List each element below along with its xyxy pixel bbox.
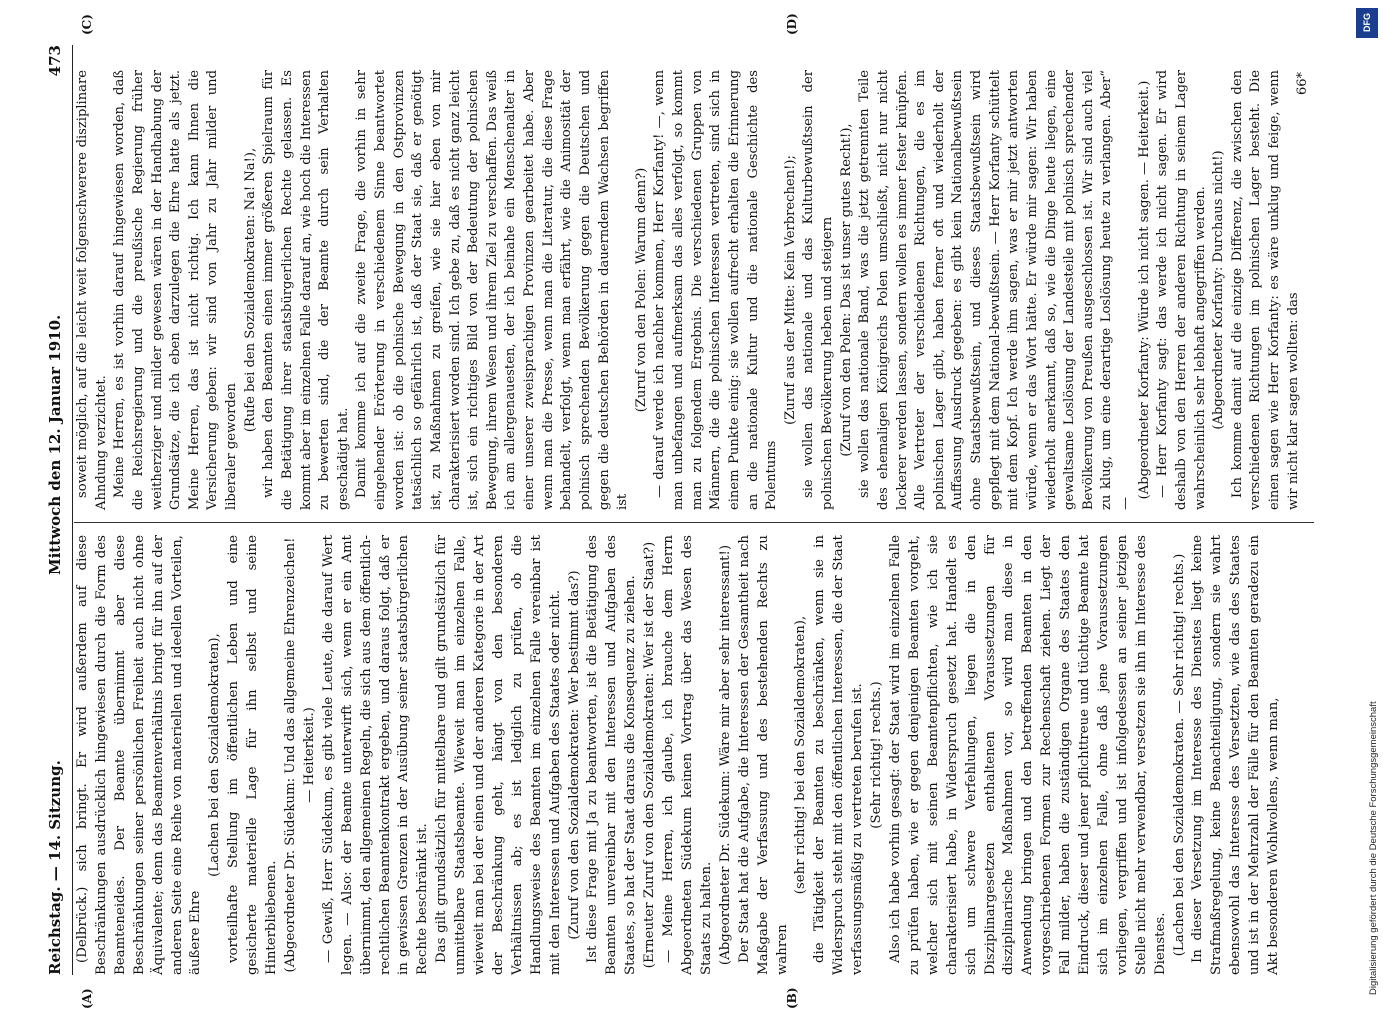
- paragraph: Ich komme damit auf die einzige Differenz, die zwischen den verschiedenen Richtungen im polnischen Lager besteht. Die einen sagen wie Herr Korfanty: es wäre unklug und feige, wenn wir nicht klar sagen wollten: das: [1229, 70, 1304, 510]
- paragraph: — Herr Korfanty sagt: das werde ich nicht sagen. Er wird deshalb von den Herren der anderen Richtung in seinem Lager wahrscheinlich sehr lebhaft angegriffen werden.: [1154, 70, 1210, 510]
- paragraph: (Abgeordneter Korfanty: Durchaus nicht!): [1210, 70, 1229, 510]
- marker-b: (B): [785, 988, 799, 1009]
- paragraph: In dieser Versetzung im Interesse des Dienstes liegt keine Strafmaßregelung, keine Benachteiligung, sondern sie wahrt ebensowohl das Interesse des Versetzten, wie das des Staates und ist in der Mehrzahl der Fälle für den Beamten geradezu ein Akt besonderen Wohlwollens, wenn man,: [1189, 535, 1284, 975]
- paragraph: (Rufe bei den Sozialdemokraten: Na! Na!),: [242, 70, 261, 510]
- paragraph: (Sehr richtig! rechts.): [868, 535, 887, 975]
- paragraph: (Zuruf aus der Mitte: Kein Verbrechen!);: [782, 70, 801, 510]
- paragraph: (Zuruf von den Sozialdemokraten: Wer bestimmt das?): [566, 535, 585, 975]
- rotated-page: [40, 45, 1325, 975]
- digitization-notice: Digitalisierung gefördert durch die Deutsche Forschungsgemeinschaft: [1368, 701, 1379, 995]
- paragraph: vorteilhafte Stellung im öffentlichen Leben und eine gesicherte materielle Lage für ihn selbst und seine Hinterbliebenen.: [225, 535, 282, 975]
- paragraph: (Delbrück.) sich bringt. Er wird außerdem auf diese Beschränkungen ausdrücklich hingewiesen durch die Form des Beamteneides. Der Beamte übernimmt aber diese Beschränkungen seiner persönlichen Freiheit auch nicht ohne Äquivalente; denn das Beamtenverhältnis bringt für ihn auf der anderen Seite eine Reihe von materiellen und ideellen Vorteilen, äußere Ehre: [74, 535, 206, 975]
- paragraph: (Abgeordneter Dr. Südekum: Wäre mir aber sehr interessant!): [717, 535, 736, 975]
- paragraph: (Lachen bei den Sozialdemokraten),: [206, 535, 225, 975]
- column-divider: [74, 522, 1314, 523]
- paragraph: — darauf werde ich nachher kommen, Herr Korfanty! —, wenn man unbefangen und aufmerksam das alles verfolgt, so kommt man zu folgendem Ergebnis. Die verschiedenen Gruppen von Männern, die die polnischen Interessen vertreten, sind sich in einem Punkte einig: sie wollen aufrecht erhalten die Erinnerung an die nationale Kultur und die nationale Geschichte des Polentums: [651, 70, 781, 510]
- paragraph: — Meine Herren, ich glaube, ich brauche dem Herrn Abgeordneten Südekum keinen Vortrag über das Wesen des Staats zu halten.: [660, 535, 717, 975]
- paragraph: sie wollen das nationale Band, was die jetzt getrennten Teile des ehemaligen Königreichs Polen umschließt, nicht nur nicht lockerer werden lassen, sondern wollen es immer fester knüpfen. Alle Vertreter der verschiedenen Richtungen, die es im polnischen Lager gibt, haben ferner oft und wiederholt der Auffassung Ausdruck gegeben: es gibt kein Nationalbewußtsein ohne Staatsbewußtsein, und dieses Staatsbewußtsein wird gepflegt mit dem National-bewußtsein. — Herr Korfanty schüttelt mit dem Kopf. Ich werde ihm sagen, was er mir jetzt antworten würde, wenn er das Wort hätte. Er würde mir sagen: Wir haben wiederholt anerkannt, daß so, wie die Dinge heute liegen, eine gewaltsame Loslösung der Landesteile mit polnisch sprechender Bevölkerung von Preußen ausgeschlossen ist. Wir sind auch viel zu klug, um eine derartige Loslösung heute zu verlangen. Aber“ —: [856, 70, 1135, 510]
- paragraph: (Erneuter Zuruf von den Sozialdemokraten: Wer ist der Staat?): [641, 535, 660, 975]
- paragraph: (Zuruf von den Polen: Das ist unser gutes Recht!),: [838, 70, 857, 510]
- dfg-logo: DFG: [1356, 8, 1378, 38]
- paragraph: Das gilt grundsätzlich für mittelbare und gilt grundsätzlich für unmittelbare Staatsbeamte. Wieweit man im einzelnen Falle, wieweit man bei der einen und der anderen Kategorie in der Art der Beschränkung geht, hängt von den besonderen Verhältnissen ab; es ist lediglich zu prüfen, ob die Handlungsweise des Beamten im einzelnen Falle vereinbar ist mit den Interessen und Aufgaben des Staates oder nicht.: [433, 535, 565, 975]
- paragraph: Damit komme ich auf die zweite Frage, die vorhin in sehr eingehender Erörterung in verschiedenem Sinne beantwortet worden ist: ob die polnische Bewegung in den Ostprovinzen tatsächlich so gefährlich ist, daß der Staat sie, daß er genötigt ist, zu Maßnahmen zu greifen, wie sie hier eben von mir charakterisiert worden sind. Ich gebe zu, daß es nicht ganz leicht ist, sich ein richtiges Bild von der Bedeutung der polnischen Bewegung, ihrem Wesen und ihrem Ziel zu verschaffen. Das weiß ich am allergenauesten, der ich beinahe ein Menschenalter in einer unserer zweisprachigen Provinzen gearbeitet habe. Aber wenn man die Presse, wenn man die Literatur, die diese Frage behandelt, verfolgt, wenn man erfährt, wie die Animosität der polnisch sprechenden Bevölkerung gegen die Deutschen und gegen die deutschen Behörden in dauerndem Wachsen begriffen ist: [353, 70, 632, 510]
- paragraph: wir haben den Beamten einen immer größeren Spielraum für die Betätigung ihrer staatsbürgerlichen Rechte gelassen. Es kommt aber im einzelnen Falle darauf an, wie hoch die Interessen zu bewerten sind, die der Beamte durch sein Verhalten geschädigt hat.: [260, 70, 353, 510]
- paragraph: (Zuruf von den Polen: Warum denn?): [633, 70, 652, 510]
- page-number: 473: [46, 45, 64, 76]
- paragraph: Der Staat hat die Aufgabe, die Interessen der Gesamtheit nach Maßgabe der Verfassung und des bestehenden Rechts zu wahren: [736, 535, 793, 975]
- paragraph: die Tätigkeit der Beamten zu beschränken, wenn sie in Widerspruch steht mit den öffentlichen Interessen, die der Staat verfassungsmäßig zu vertreten berufen ist.: [811, 535, 868, 975]
- paragraph: Meine Herren, es ist vorhin darauf hingewiesen worden, daß die Reichsregierung und die preußische Regierung früher weitherziger und milder gewesen wären in der Handhabung der Grundsätze, die ich eben darzulegen die Ehre hatte als jetzt. Meine Herren, das ist nicht richtig. Ich kann Ihnen die Versicherung geben: wir sind von Jahr zu Jahr milder und liberaler geworden: [111, 70, 241, 510]
- footer-mark: 66*: [1295, 72, 1310, 95]
- header-date: Mittwoch den 12. Januar 1910.: [46, 315, 64, 575]
- paragraph: (Abgeordneter Dr. Südekum: Und das allgemeine Ehrenzeichen! — Heiterkeit.): [282, 535, 320, 975]
- marker-c: (C): [80, 14, 94, 35]
- header-left: Reichstag. — 14. Sitzung.: [46, 760, 64, 975]
- paragraph: (Lachen bei den Sozialdemokraten. — Sehr richtig! rechts.): [1171, 535, 1190, 975]
- paragraph: Ist diese Frage mit Ja zu beantworten, ist die Betätigung des Beamten unvereinbar mit den Interessen und Aufgaben des Staates, so hat der Staat daraus die Konsequenz zu ziehen.: [584, 535, 641, 975]
- marker-d: (D): [785, 13, 799, 35]
- right-column: [74, 70, 1303, 510]
- paragraph: sie wollen das nationale und das Kulturbewußtsein der polnischen Bevölkerung heben und steigern: [800, 70, 837, 510]
- paragraph: Also ich habe vorhin gesagt: der Staat wird im einzelnen Falle zu prüfen haben, wie er gegen denjenigen Beamten vorgeht, welcher sich mit seinen Beamtenpflichten, wie ich sie charakterisiert habe, in Widerspruch gesetzt hat. Handelt es sich um schwere Verfehlungen, liegen die in den Disziplinargesetzen enthaltenen Voraussetzungen für disziplinarische Maßnahmen vor, so wird man diese in Anwendung bringen und den betreffenden Beamten in den vorgeschriebenen Formen zur Rechenschaft ziehen. Liegt der Fall milder, haben die zuständigen Organe des Staates den Eindruck, dieser und jener pflichttreue und tüchtige Beamte hat sich im einzelnen Falle, ohne daß jene Voraussetzungen vorliegen, vergriffen und ist infolgedessen an seiner jetzigen Stelle nicht mehr verwendbar, versetzen sie ihn im Interesse des Dienstes.: [887, 535, 1171, 975]
- page-header: [40, 45, 70, 975]
- header-rule: [72, 45, 73, 975]
- marker-a: (A): [80, 988, 94, 1009]
- paragraph: (sehr richtig! bei den Sozialdemokraten),: [792, 535, 811, 975]
- paragraph: (Abgeordneter Korfanty: Würde ich nicht sagen. — Heiterkeit.): [1136, 70, 1155, 510]
- paragraph: — Gewiß, Herr Südekum, es gibt viele Leute, die darauf Wert legen. — Also: der Beamte unterwirft sich, wenn er ein Amt übernimmt, den allgemeinen Regeln, die sich aus dem öffentlich-rechtlichen Beamtenkontrakt ergeben, und daraus folgt, daß er in gewissen Grenzen in der Ausübung seiner staatsbürgerlichen Rechte beschränkt ist.: [320, 535, 433, 975]
- paragraph: soweit möglich, auf die leicht weit folgenschwerere disziplinare Ahndung verzichtet.: [74, 70, 111, 510]
- left-column: [74, 535, 1284, 975]
